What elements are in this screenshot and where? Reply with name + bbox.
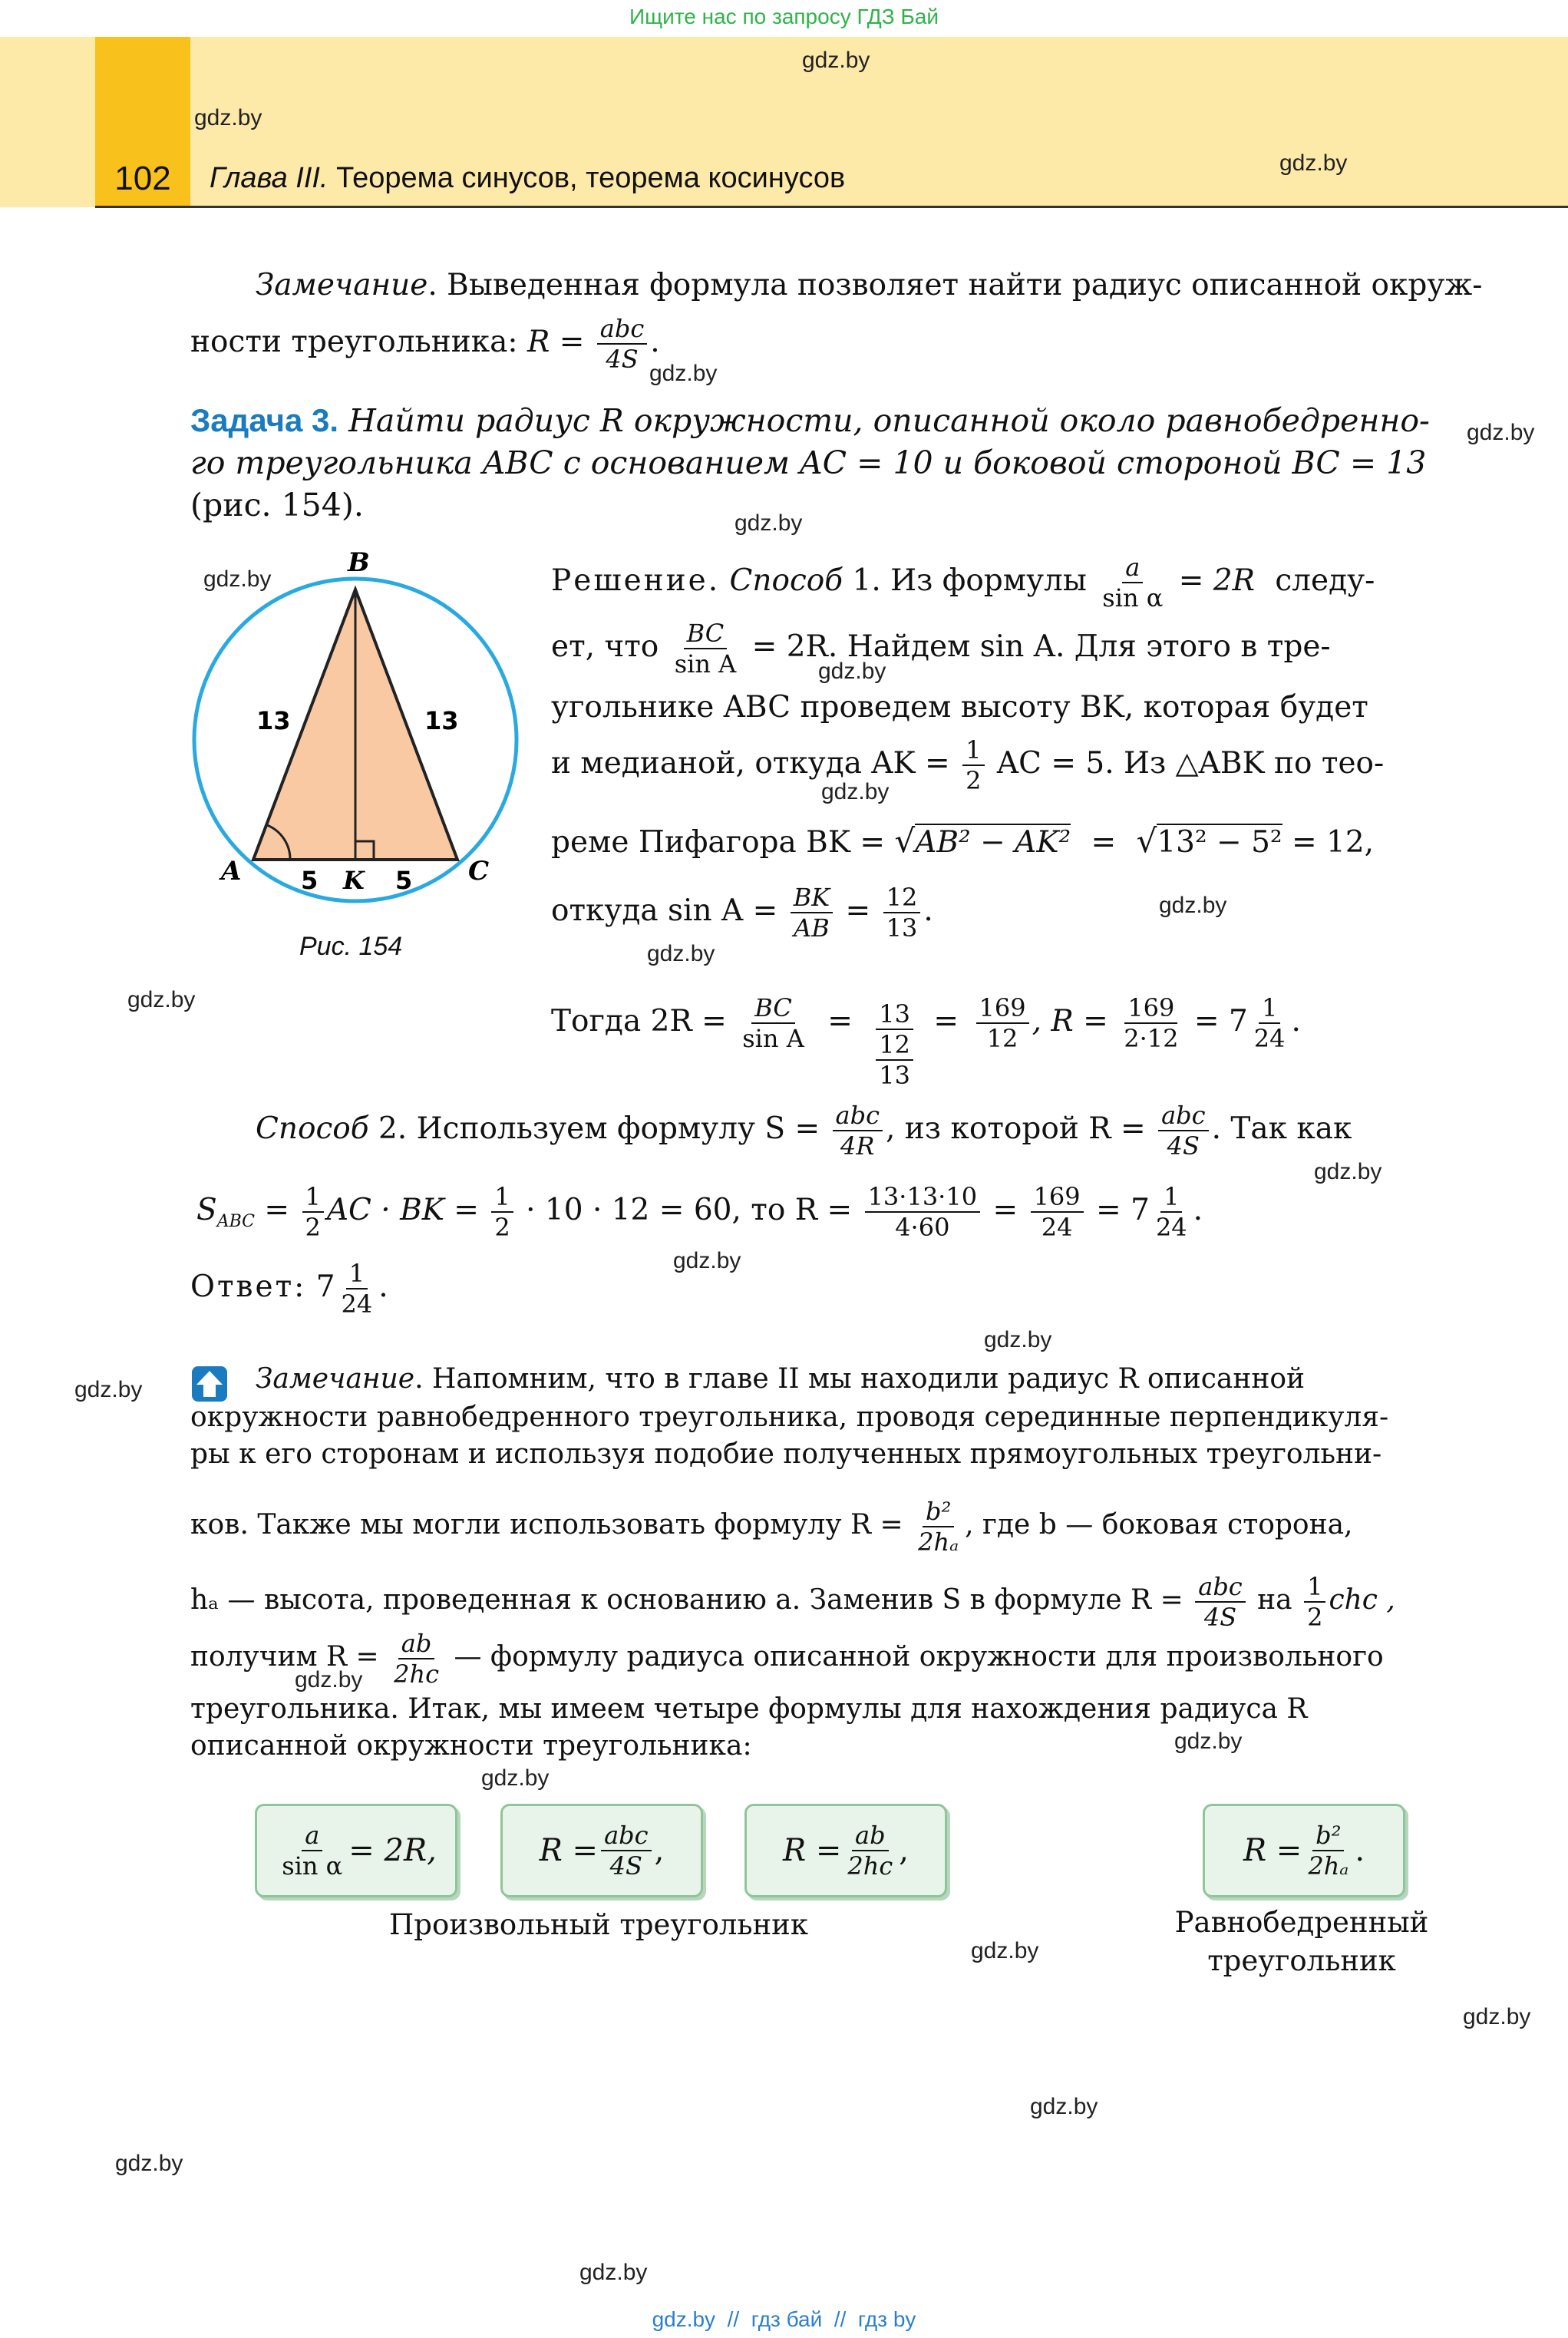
solution-line1 bbox=[551, 553, 1375, 613]
solution-text: = 2R. Найдем sin A. Для этого в тре- bbox=[751, 629, 1331, 664]
solution-text: реме Пифагора BK = bbox=[551, 825, 886, 860]
remark2-line3: ры к его сторонам и используя подобие полученных прямоугольных треугольни- bbox=[190, 1438, 1382, 1470]
frac-num: b² bbox=[1312, 1821, 1344, 1851]
frac-num: ab bbox=[398, 1629, 435, 1659]
solution-text: . bbox=[1291, 1004, 1301, 1039]
frac-num: 169 bbox=[1124, 993, 1177, 1024]
remark2-line5 bbox=[190, 1572, 1395, 1632]
frac-den: 2·12 bbox=[1124, 1024, 1179, 1053]
remark2-text: на bbox=[1257, 1584, 1292, 1616]
remark2-label: Замечание bbox=[256, 1363, 415, 1395]
subscript: ABC bbox=[216, 1211, 256, 1231]
frac-num: 1 bbox=[1304, 1572, 1325, 1603]
sqrt-radicand: AB² − AK² bbox=[915, 825, 1071, 860]
bottom-banner: gdz.by // гдз бай // гдз by bbox=[652, 2307, 916, 2331]
frac-den: AB bbox=[794, 913, 830, 943]
frac-num: a bbox=[302, 1821, 322, 1851]
solution-text: = bbox=[933, 1004, 959, 1039]
solution-line2 bbox=[551, 619, 1331, 679]
fraction bbox=[338, 1259, 376, 1319]
remark1-text: . Выведенная формула позволяет найти радиус описанной окруж- bbox=[427, 268, 1483, 302]
frac-den: 2 bbox=[1307, 1603, 1323, 1632]
remark2-line1 bbox=[256, 1360, 1305, 1399]
watermark: gdz.by bbox=[203, 566, 272, 592]
task-text: Найти радиус R окружности, описанной около равнобедренно- bbox=[348, 402, 1430, 439]
method2-text: · 10 · 12 = 60, то R = bbox=[526, 1193, 853, 1227]
watermark: gdz.by bbox=[647, 941, 715, 966]
watermark: gdz.by bbox=[1314, 1159, 1382, 1184]
remark2-line6 bbox=[190, 1629, 1384, 1689]
method-label: Способ bbox=[256, 1111, 369, 1146]
frac-den: 4S bbox=[609, 1851, 642, 1881]
frac-den: 2hₐ bbox=[918, 1527, 959, 1557]
task-line2: го треугольника ABC с основанием AC = 10 и боковой стороной BC = 13 bbox=[190, 444, 1427, 481]
top-banner: Ищите нас по запросу ГДЗ Бай bbox=[629, 5, 939, 28]
remark2-text: , где b — боковая сторона, bbox=[965, 1509, 1353, 1541]
frac-den: sin α bbox=[282, 1851, 343, 1881]
fraction bbox=[491, 1182, 513, 1242]
solution-text: , R = bbox=[1032, 1004, 1108, 1039]
watermark: gdz.by bbox=[673, 1248, 741, 1273]
frac-num: 12 bbox=[883, 883, 921, 913]
frac-num: 1 bbox=[346, 1259, 368, 1290]
solution-line6 bbox=[551, 883, 933, 943]
frac-den: 2 bbox=[494, 1213, 510, 1242]
formula-box-height bbox=[744, 1804, 947, 1897]
frac-den: 4S bbox=[1167, 1131, 1200, 1161]
frac-num: 1 bbox=[1259, 993, 1280, 1024]
fraction bbox=[672, 619, 740, 679]
sqrt-radicand: 13² − 5² bbox=[1157, 825, 1282, 860]
watermark: gdz.by bbox=[481, 1765, 550, 1791]
remark2-text: hₐ — высота, проведенная к основанию a. Заменив S в формуле R = bbox=[190, 1584, 1183, 1616]
watermark: gdz.by bbox=[194, 105, 262, 130]
frac-num: 13·13·10 bbox=[865, 1182, 981, 1213]
frac-den: 24 bbox=[1041, 1213, 1073, 1242]
solution-text: = bbox=[1091, 825, 1117, 860]
fraction bbox=[1031, 1182, 1084, 1242]
solution-text: = bbox=[827, 1004, 853, 1039]
frac-den: 2hc bbox=[394, 1659, 440, 1689]
method2-text: 2. Используем формулу S = bbox=[378, 1111, 820, 1146]
fraction bbox=[1251, 993, 1289, 1053]
vertex-a-label: A bbox=[221, 856, 242, 887]
remark2-text: ков. Также мы могли использовать формулу R = bbox=[190, 1509, 903, 1541]
formula-box-area bbox=[500, 1804, 703, 1897]
frac-num: 169 bbox=[1031, 1182, 1084, 1213]
frac-num: abc bbox=[601, 1821, 651, 1851]
solution-label: Решение. bbox=[551, 563, 721, 598]
frac-num: 1 bbox=[302, 1182, 324, 1213]
method2-text: , из которой R = bbox=[886, 1111, 1146, 1146]
formula-box-isosceles bbox=[1203, 1804, 1405, 1897]
remark1-fraction bbox=[597, 314, 647, 374]
watermark: gdz.by bbox=[1159, 893, 1227, 918]
watermark: gdz.by bbox=[1467, 420, 1535, 445]
solution-text: 1. Из формулы bbox=[852, 563, 1087, 598]
label-isosceles-2: треугольник bbox=[1207, 1944, 1396, 1977]
vertex-b-label: B bbox=[348, 547, 370, 578]
watermark: gdz.by bbox=[1463, 2004, 1531, 2029]
figure-caption: Рис. 154 bbox=[299, 932, 403, 961]
chapter-heading bbox=[210, 160, 845, 196]
formula-lhs: R = bbox=[1243, 1833, 1302, 1868]
remark1-req: R = bbox=[527, 325, 585, 359]
remark2-text: chc , bbox=[1329, 1584, 1395, 1616]
frac-den: 2 bbox=[966, 766, 982, 795]
solution-text: = 12, bbox=[1291, 825, 1375, 860]
inner-den: 13 bbox=[879, 1061, 911, 1090]
solution-text: . bbox=[923, 893, 933, 928]
vertex-k-label: K bbox=[343, 866, 365, 895]
solution-line4 bbox=[551, 735, 1384, 795]
watermark: gdz.by bbox=[818, 659, 886, 684]
fraction bbox=[1158, 1101, 1208, 1161]
formula-end: . bbox=[1355, 1833, 1365, 1868]
remark1-label: Замечание bbox=[256, 268, 428, 302]
frac-num: abc bbox=[1158, 1101, 1208, 1131]
solution-text: Тогда 2R = bbox=[551, 1004, 727, 1039]
watermark: gdz.by bbox=[1174, 1729, 1243, 1754]
remark1-line1 bbox=[256, 263, 1482, 309]
method2-text: S bbox=[196, 1193, 217, 1227]
remark2-line7: треугольника. Итак, мы имеем четыре формулы для нахождения радиуса R bbox=[190, 1693, 1308, 1725]
fraction bbox=[1305, 1821, 1352, 1881]
fraction bbox=[833, 1101, 883, 1161]
frac-den: sin A bbox=[674, 649, 737, 679]
frac-num: b² bbox=[923, 1497, 954, 1527]
answer-end: . bbox=[378, 1270, 388, 1304]
formula-lhs: R = bbox=[783, 1833, 842, 1868]
solution-text: ет, что bbox=[551, 629, 659, 664]
formula-rhs: = 2R, bbox=[348, 1833, 437, 1868]
frac-num: 1 bbox=[1160, 1182, 1182, 1213]
frac-num: BK bbox=[791, 883, 833, 913]
frac-den: 24 bbox=[1155, 1213, 1187, 1242]
fraction bbox=[391, 1629, 442, 1689]
task-line3: (рис. 154). bbox=[190, 487, 364, 523]
side-ab-label: 13 bbox=[256, 706, 291, 735]
formula-end: , bbox=[899, 1833, 909, 1868]
method2-text: = bbox=[264, 1193, 290, 1227]
frac-den: 2hc bbox=[847, 1851, 893, 1881]
frac-num: ab bbox=[852, 1821, 889, 1851]
chapter-number: Глава III. bbox=[210, 162, 328, 194]
frac-den: 2 bbox=[305, 1213, 321, 1242]
fraction bbox=[844, 1821, 896, 1881]
frac-den: 2hₐ bbox=[1308, 1851, 1349, 1881]
remark1-line2: ности треугольника: R = $\frac{\text{abc}}{4S}$ . bbox=[190, 314, 660, 374]
method2-line2 bbox=[196, 1182, 1203, 1245]
remark1-text2: ности треугольника: bbox=[190, 325, 518, 359]
fraction bbox=[976, 993, 1029, 1053]
frac-num: 169 bbox=[976, 993, 1029, 1024]
remark2-text: получим R = bbox=[190, 1641, 379, 1673]
watermark: gdz.by bbox=[1279, 150, 1348, 176]
method2-text: AC · BK = bbox=[326, 1193, 479, 1227]
segment-ak-label: 5 bbox=[301, 866, 319, 895]
frac-den: 4S bbox=[1203, 1603, 1237, 1632]
solution-text: AC = 5. Из △ABK по тео- bbox=[996, 746, 1385, 781]
watermark: gdz.by bbox=[971, 1938, 1039, 1963]
task-line1 bbox=[190, 398, 1430, 444]
frac-den: 4R bbox=[840, 1131, 875, 1161]
fraction bbox=[883, 883, 921, 943]
watermark: gdz.by bbox=[127, 987, 196, 1012]
remark2-line4 bbox=[190, 1497, 1353, 1557]
nested-fraction bbox=[873, 999, 916, 1090]
solution-line3: угольнике ABC проведем высоту BK, которая будет bbox=[551, 690, 1368, 725]
frac-num: abc bbox=[597, 314, 647, 345]
frac-num: BC bbox=[751, 993, 795, 1024]
fraction bbox=[865, 1182, 981, 1242]
watermark: gdz.by bbox=[115, 2151, 183, 2176]
solution-text: = 7 bbox=[1193, 1004, 1248, 1039]
fraction bbox=[1304, 1572, 1325, 1632]
fraction bbox=[1099, 553, 1166, 613]
frac-den: 24 bbox=[1253, 1024, 1286, 1053]
fraction bbox=[279, 1821, 345, 1881]
figure-154 bbox=[184, 537, 522, 936]
solution-line5: реме Пифагора BK = √AB² − AK² = √13² − 5² = 12, bbox=[551, 822, 1375, 860]
frac-den: 4·60 bbox=[895, 1213, 950, 1242]
fraction bbox=[1121, 993, 1181, 1053]
fraction bbox=[739, 993, 807, 1053]
frac-den: 12 bbox=[986, 1024, 1018, 1053]
frac-num: abc bbox=[1195, 1572, 1245, 1603]
solution-text: следу- bbox=[1275, 563, 1375, 598]
side-bc-label: 13 bbox=[424, 706, 459, 735]
remark2-line2: окружности равнобедренного треугольника, проводя серединные перпендикуля- bbox=[190, 1402, 1389, 1433]
frac-den: sin A bbox=[742, 1024, 804, 1053]
fraction bbox=[1195, 1572, 1245, 1632]
segment-kc-label: 5 bbox=[395, 866, 413, 895]
vertex-c-label: C bbox=[468, 856, 490, 887]
frac-den: 13 bbox=[886, 913, 918, 943]
watermark: gdz.by bbox=[734, 510, 803, 536]
remark2-line8: описанной окружности треугольника: bbox=[190, 1730, 752, 1762]
solution-text: откуда sin A = bbox=[551, 893, 778, 928]
method2-text: . Так как bbox=[1211, 1111, 1352, 1146]
fraction bbox=[915, 1497, 962, 1557]
frac-num: 1 bbox=[962, 735, 984, 766]
solution-line7 bbox=[551, 978, 1301, 1090]
frac-den: 24 bbox=[341, 1290, 373, 1319]
watermark: gdz.by bbox=[802, 48, 870, 73]
watermark: gdz.by bbox=[74, 1377, 143, 1402]
header-rule bbox=[95, 206, 1568, 208]
fraction bbox=[1153, 1182, 1190, 1242]
page-number: 102 bbox=[114, 160, 171, 197]
method2-line1 bbox=[256, 1101, 1352, 1161]
frac-num: a bbox=[1122, 553, 1143, 583]
answer-label: Ответ: bbox=[190, 1270, 307, 1304]
frac-num: 1 bbox=[491, 1182, 513, 1213]
frac-den bbox=[873, 1030, 916, 1090]
remark2-text: — формулу радиуса описанной окружности для произвольного bbox=[454, 1641, 1384, 1673]
watermark: gdz.by bbox=[295, 1667, 363, 1692]
fraction bbox=[791, 883, 833, 943]
method2-text: . bbox=[1193, 1193, 1203, 1227]
method2-text: = bbox=[992, 1193, 1018, 1227]
solution-text: = bbox=[845, 893, 871, 928]
formula-box-sine bbox=[255, 1804, 457, 1897]
solution-text: и медианой, откуда AK = bbox=[551, 746, 950, 781]
fraction bbox=[601, 1821, 651, 1881]
formula-end: , bbox=[654, 1833, 665, 1868]
watermark: gdz.by bbox=[821, 779, 890, 804]
frac-num: abc bbox=[833, 1101, 883, 1131]
answer-value: 7 bbox=[315, 1270, 335, 1304]
remark2-text: . Напомним, что в главе II мы находили радиус R описанной bbox=[414, 1363, 1305, 1395]
chapter-title: Теорема синусов, теорема косинусов bbox=[336, 162, 846, 194]
formula-lhs: R = bbox=[539, 1833, 599, 1868]
home-arrow-icon bbox=[190, 1365, 229, 1403]
method2-text: = 7 bbox=[1096, 1193, 1150, 1227]
fraction bbox=[962, 735, 984, 795]
frac-den: 4S bbox=[606, 345, 639, 374]
frac-num: 13 bbox=[876, 999, 913, 1030]
inner-num: 12 bbox=[876, 1030, 913, 1061]
fraction bbox=[302, 1182, 324, 1242]
watermark: gdz.by bbox=[579, 2260, 648, 2285]
watermark: gdz.by bbox=[1030, 2094, 1098, 2119]
watermark: gdz.by bbox=[649, 361, 718, 386]
frac-den: sin α bbox=[1102, 583, 1164, 613]
frac-num: BC bbox=[684, 619, 728, 649]
answer-line bbox=[190, 1259, 388, 1319]
label-arbitrary-triangle: Произвольный треугольник bbox=[389, 1908, 808, 1941]
task-label: Задача 3. bbox=[190, 402, 339, 438]
solution-text: = 2R bbox=[1178, 563, 1255, 598]
method-label: Способ bbox=[729, 563, 843, 598]
watermark: gdz.by bbox=[984, 1327, 1052, 1352]
label-isosceles-1: Равнобедренный bbox=[1174, 1906, 1429, 1939]
